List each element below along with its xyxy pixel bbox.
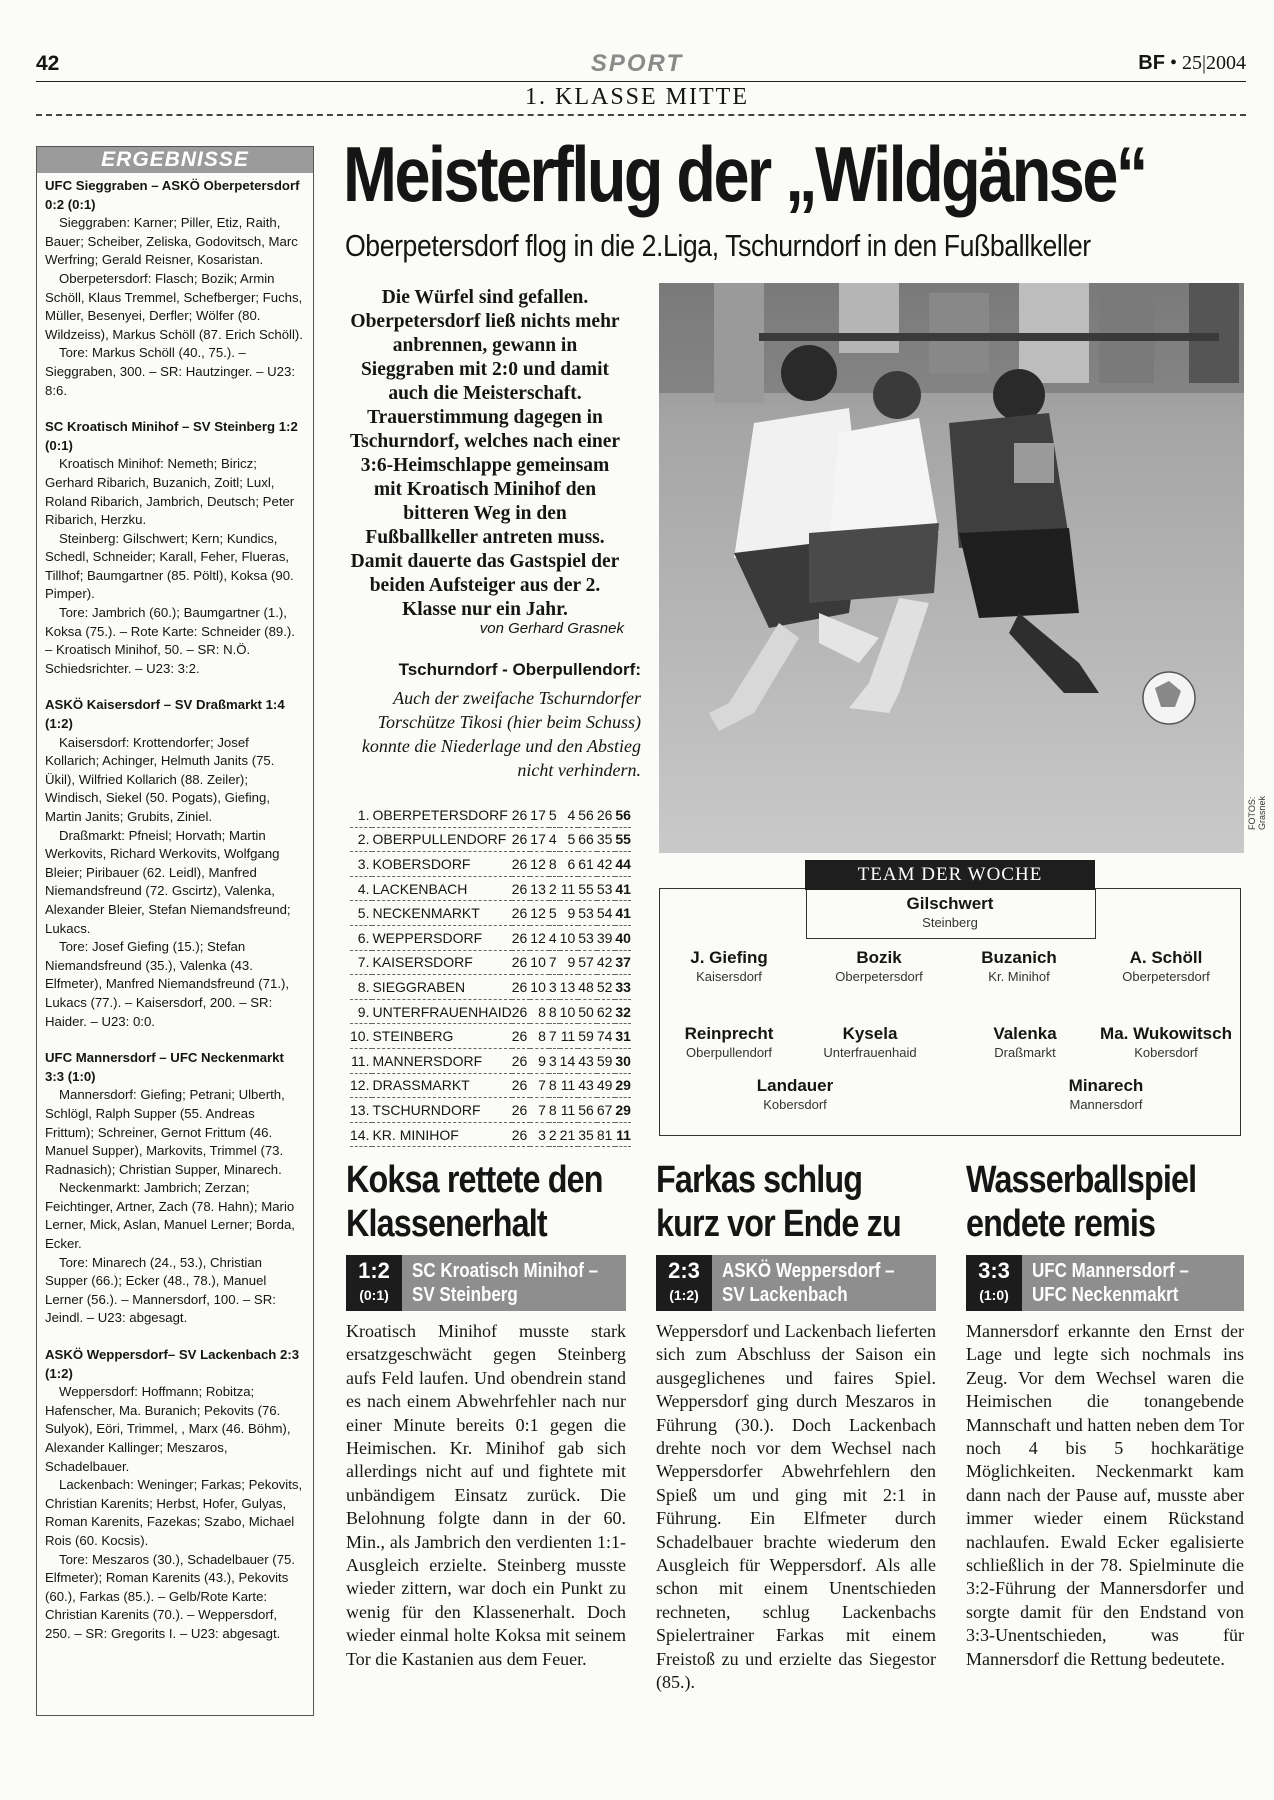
losses: 9: [560, 950, 579, 975]
result-title: UFC Mannersdorf – UFC Neckenmarkt 3:3 (1:0): [45, 1050, 284, 1084]
goals-for: 59: [578, 1024, 597, 1049]
draws: 2: [549, 1122, 560, 1147]
result-line: Sieggraben: Karner; Piller, Etiz, Raith, Bauer; Scheiber, Zeliska, Godovitsch, Marc Werfring; Gerald Reisner, Kosaristan.: [45, 215, 298, 268]
player-name: Landauer: [756, 1076, 834, 1095]
wins: 8: [530, 999, 549, 1024]
goals-for: 53: [578, 925, 597, 950]
team-name: UNTERFRAUENHAID: [372, 999, 511, 1024]
team-away: SV Lackenbach: [722, 1284, 848, 1306]
draws: 3: [549, 1048, 560, 1073]
rank: 5.: [350, 901, 372, 926]
team-name: KR. MINIHOF: [372, 1122, 511, 1147]
issue-number: 25|2004: [1181, 52, 1246, 74]
team-name: TSCHURNDORF: [372, 1098, 511, 1123]
losses: 10: [560, 925, 579, 950]
points: 33: [615, 975, 631, 1000]
player-defender: [949, 948, 1089, 986]
team-home: UFC Mannersdorf –: [1032, 1260, 1189, 1282]
goals-for: 43: [578, 1048, 597, 1073]
games: 26: [512, 925, 531, 950]
result-line: Lackenbach: Weninger; Farkas; Pekovits, Christian Karenits; Herbst, Hofer, Gulyas, Roman Karenits, Fazekas; Szabo, Michael Rois (60. Kocsis).: [45, 1477, 303, 1548]
player-midfielder: [659, 1024, 799, 1062]
wins: 12: [530, 901, 549, 926]
goals-for: 56: [578, 1098, 597, 1123]
draws: 4: [549, 827, 560, 852]
points: 29: [615, 1073, 631, 1098]
main-headline: Meisterflug der „Wildgänse“: [343, 130, 1146, 218]
wins: 13: [530, 876, 549, 901]
draws: 5: [549, 803, 560, 827]
player-club: Kaisersdorf: [696, 969, 762, 984]
article-headline-line-2: endete remis: [966, 1203, 1156, 1245]
player-name: Reinprecht: [684, 1024, 774, 1043]
halftime-score: (0:1): [359, 1287, 389, 1303]
rank: 8.: [350, 975, 372, 1000]
score-bar: [656, 1255, 936, 1311]
player-midfielder: [955, 1024, 1095, 1062]
goals-against: 62: [597, 999, 616, 1024]
article-wasserball: [966, 1158, 1256, 1246]
article-intro: Die Würfel sind gefallen. Oberpetersdorf ließ nichts mehr anbrennen, gewann in Sieggraben mit 2:0 und damit auch die Meisterschaft. Trauerstimmung dagegen in Tschurndorf, welches nach einer 3:6-Heimschlappe gemeinsam mit Kroatisch Minihof den bitteren Weg in den Fußballkeller antreten muss. Damit dauerte das Gastspiel der beiden Aufsteiger aus der 2. Klasse nur ein Jahr.: [349, 287, 621, 620]
match-teams: [1032, 1259, 1189, 1307]
player-club: Unterfrauenhaid: [823, 1045, 917, 1060]
score-box: [656, 1255, 712, 1311]
results-heading: ERGEBNISSE: [37, 147, 313, 173]
article-koksa: [346, 1158, 636, 1246]
table-row: [350, 1073, 631, 1098]
sub-headline: Oberpetersdorf flog in die 2.Liga, Tschurndorf in den Fußballkeller: [345, 228, 1091, 263]
points: 56: [615, 803, 631, 827]
results-sidebar: [36, 146, 314, 1716]
final-score: 3:3: [978, 1258, 1010, 1283]
losses: 9: [560, 901, 579, 926]
player-name: Buzanich: [981, 948, 1057, 967]
goals-for: 53: [578, 901, 597, 926]
final-score: 2:3: [668, 1258, 700, 1283]
team-name: LACKENBACH: [372, 876, 511, 901]
match-photo: [659, 283, 1244, 853]
final-score: 1:2: [358, 1258, 390, 1283]
table-row: [350, 803, 631, 827]
score-bar: [966, 1255, 1244, 1311]
rank: 9.: [350, 999, 372, 1024]
draws: 4: [549, 925, 560, 950]
points: 37: [615, 950, 631, 975]
goals-against: 52: [597, 975, 616, 1000]
draws: 5: [549, 901, 560, 926]
result-line: Tore: Josef Giefing (15.); Stefan Niemandsfreund (35.), Valenka (43. Elfmeter), Manfred Niemandsfreund (71.), Lukacs (77.). – Kaisersdorf, 200. – SR: Haider. – U23: 0:0.: [45, 939, 290, 1029]
article-headline-line-1: Koksa rettete den: [346, 1159, 603, 1201]
losses: 5: [560, 827, 579, 852]
goals-against: 49: [597, 1073, 616, 1098]
player-name: Ma. Wukowitsch: [1100, 1024, 1232, 1043]
points: 30: [615, 1048, 631, 1073]
goals-for: 55: [578, 876, 597, 901]
player-midfielder: [800, 1024, 940, 1062]
losses: 11: [560, 1073, 579, 1098]
goals-against: 53: [597, 876, 616, 901]
player-club: Mannersdorf: [1069, 1097, 1143, 1112]
team-name: SIEGGRABEN: [372, 975, 511, 1000]
player-club: Draßmarkt: [994, 1045, 1056, 1060]
table-row: [350, 1098, 631, 1123]
rank: 14.: [350, 1122, 372, 1147]
byline: von Gerhard Grasnek: [479, 620, 624, 637]
points: 55: [615, 827, 631, 852]
draws: 3: [549, 975, 560, 1000]
wins: 17: [530, 803, 549, 827]
wins: 17: [530, 827, 549, 852]
losses: 11: [560, 1098, 579, 1123]
result-line: Tore: Minarech (24., 53.), Christian Supper (66.); Ecker (48., 78.), Manuel Lerner (56.). – Mannersdorf, 100. – SR: Jeindl. – U23: abgesagt.: [45, 1254, 276, 1326]
team-name: MANNERSDORF: [372, 1048, 511, 1073]
team-name: WEPPERSDORF: [372, 925, 511, 950]
games: 26: [512, 950, 531, 975]
goals-against: 42: [597, 950, 616, 975]
games: 26: [512, 999, 531, 1024]
goals-for: 43: [578, 1073, 597, 1098]
table-row: [350, 1122, 631, 1147]
result-block: [45, 696, 305, 1031]
wins: 3: [530, 1122, 549, 1147]
league-standings-table: [350, 803, 631, 1147]
player-defender: [659, 948, 799, 986]
wins: 10: [530, 975, 549, 1000]
result-title: SC Kroatisch Minihof – SV Steinberg 1:2 (0:1): [45, 419, 298, 453]
wins: 12: [530, 852, 549, 877]
goals-for: 50: [578, 999, 597, 1024]
header-bullet: •: [1169, 52, 1177, 74]
goals-against: 26: [597, 803, 616, 827]
result-title: ASKÖ Weppersdorf– SV Lackenbach 2:3 (1:2): [45, 1347, 300, 1381]
result-line: Weppersdorf: Hoffmann; Robitza; Hafenscher, Ma. Buranich; Pekovits (76. Sulyok), Eöri, Trimmel, , Marx (46. Böhm), Alexander Kallinger; Meszaros, Schadelbauer.: [45, 1384, 291, 1474]
result-block: [45, 418, 305, 678]
match-teams: [722, 1259, 895, 1307]
rank: 3.: [350, 852, 372, 877]
table-row: [350, 827, 631, 852]
goals-for: 56: [578, 803, 597, 827]
rank: 13.: [350, 1098, 372, 1123]
team-name: OBERPETERSDORF: [372, 803, 511, 827]
games: 26: [512, 1073, 531, 1098]
wins: 10: [530, 950, 549, 975]
goals-against: 39: [597, 925, 616, 950]
result-line: Steinberg: Gilschwert; Kern; Kundics, Schedl, Schneider; Karall, Feher, Flueras, Tillhof; Baumgartner (85. Pöltl), Koksa (90. Pimper).: [45, 530, 294, 602]
result-block: [45, 1346, 305, 1644]
issue-info: [1138, 52, 1246, 75]
player-defender: [1096, 948, 1236, 986]
player-club: Kr. Minihof: [988, 969, 1050, 984]
games: 26: [512, 901, 531, 926]
player-name: Valenka: [993, 1024, 1057, 1043]
points: 11: [615, 1122, 631, 1147]
section-title: SPORT: [590, 50, 684, 77]
team-home: SC Kroatisch Minihof –: [412, 1260, 599, 1282]
table-row: [350, 925, 631, 950]
goals-against: 54: [597, 901, 616, 926]
result-title: UFC Sieggraben – ASKÖ Oberpetersdorf 0:2 (0:1): [45, 178, 300, 212]
result-line: Tore: Meszaros (30.), Schadelbauer (75. Elfmeter); Roman Karenits (43.), Pekovits (60.), Farkas (85.). – Gelb/Rote Karte: Christian Karenits (70.). – Weppersdorf, 250. – SR: Gregorits I. – U23: abgesagt.: [45, 1551, 296, 1641]
games: 26: [512, 1024, 531, 1049]
player-name: Bozik: [856, 948, 902, 967]
article-body: Weppersdorf und Lackenbach lieferten sich zum Abschluss der Saison ein ausgeglichenes und faires Spiel. Weppersdorf ging durch Meszaros in Führung (30.). Doch Lackenbach drehte noch vor dem Wechsel nach Weppersdorfer Abwehrfehlern den Spieß um und ging mit 2:1 in Führung. Ein Elfmeter durch Schadelbauer brachte wiederum den Ausgleich für Weppersdorf. Als alle schon mit einem Unentschieden rechneten, schlug Lackenbachs Spielertrainer Farkas mit einem Freistoß zu und erzielte das Siegestor (85.).: [656, 1321, 936, 1693]
table-row: [350, 1048, 631, 1073]
rank: 4.: [350, 876, 372, 901]
result-title: ASKÖ Kaisersdorf – SV Draßmarkt 1:4 (1:2): [45, 697, 285, 732]
player-forward: [725, 1076, 865, 1114]
points: 44: [615, 852, 631, 877]
table-row: [350, 999, 631, 1024]
photo-caption-title: Tschurndorf - Oberpullendorf:: [398, 660, 641, 679]
table-row: [350, 1024, 631, 1049]
points: 29: [615, 1098, 631, 1123]
points: 32: [615, 999, 631, 1024]
points: 31: [615, 1024, 631, 1049]
losses: 13: [560, 975, 579, 1000]
goals-against: 35: [597, 827, 616, 852]
article-headline-line-1: Wasserballspiel: [966, 1159, 1197, 1201]
match-photo-illustration: [659, 283, 1244, 853]
player-name: Minarech: [1068, 1076, 1144, 1095]
points: 41: [615, 876, 631, 901]
losses: 21: [560, 1122, 579, 1147]
team-name: OBERPULLENDORF: [372, 827, 511, 852]
player-club: Kobersdorf: [763, 1097, 827, 1112]
games: 26: [512, 876, 531, 901]
result-line: Neckenmarkt: Jambrich; Zerzan; Feichtinger, Artner, Zach (78. Hahn); Mario Lerner, Mick, Aslan, Manuel Lerner; Borda, Ecker.: [45, 1180, 295, 1252]
losses: 11: [560, 1024, 579, 1049]
score-box: [346, 1255, 402, 1311]
player-forward: [1036, 1076, 1176, 1114]
result-line: Tore: Jambrich (60.); Baumgartner (1.), Koksa (75.). – Rote Karte: Schneider (89.). – Kroatisch Minihof, 50. – SR: N.Ö. Schiedsrichter. – U23: 3:2.: [45, 605, 295, 676]
losses: 4: [560, 803, 579, 827]
losses: 11: [560, 876, 579, 901]
table-row: [350, 901, 631, 926]
points: 40: [615, 925, 631, 950]
team-name: KAISERSDORF: [372, 950, 511, 975]
rank: 10.: [350, 1024, 372, 1049]
result-line: Kaisersdorf: Krottendorfer; Josef Kollarich; Achinger, Helmuth Janits (75. Ükil), Wilfried Kollarich (88. Zeiler); Windisch, Siekel (50. Pogats), Giefing, Martin Janits; Grubits, Ziniel.: [45, 734, 275, 824]
result-line: Kroatisch Minihof: Nemeth; Biricz; Gerhard Ribarich, Buzanich, Zoitl; Luxl, Roland Ribarich, Jambrich, Deutsch; Peter Ribarich, Herzku.: [45, 456, 295, 528]
team-away: SV Steinberg: [412, 1284, 518, 1306]
page-number: 42: [36, 52, 60, 75]
games: 26: [512, 852, 531, 877]
player-name: Kysela: [842, 1024, 898, 1043]
losses: 6: [560, 852, 579, 877]
goals-against: 42: [597, 852, 616, 877]
photo-caption-text: Auch der zweifache Tschurndorfer Torschütze Tikosi (hier beim Schuss) konnte die Niederlage und den Abstieg nicht verhindern.: [361, 688, 641, 780]
rank: 7.: [350, 950, 372, 975]
article-farkas: [656, 1158, 946, 1246]
draws: 2: [549, 876, 560, 901]
player-midfielder: [1094, 1024, 1238, 1062]
team-name: NECKENMARKT: [372, 901, 511, 926]
draws: 8: [549, 852, 560, 877]
team-home: ASKÖ Weppersdorf –: [722, 1260, 895, 1282]
table-row: [350, 975, 631, 1000]
games: 26: [512, 803, 531, 827]
result-line: Oberpetersdorf: Flasch; Bozik; Armin Schöll, Klaus Tremmel, Schefberger; Fuchs, Müller, Besenyei, Derfler; Wölfer (80. Wildzeiss), Markus Schöll (87. Erich Schöll).: [45, 270, 303, 342]
player-name: A. Schöll: [1129, 948, 1203, 967]
rank: 1.: [350, 803, 372, 827]
wins: 7: [530, 1098, 549, 1123]
rank: 2.: [350, 827, 372, 852]
article-headline-line-1: Farkas schlug: [656, 1159, 863, 1201]
wins: 9: [530, 1048, 549, 1073]
player-name: J. Giefing: [690, 948, 768, 967]
player-club: Oberpullendorf: [686, 1045, 772, 1060]
result-line: Tore: Markus Schöll (40., 75.). – Sieggraben, 300. – SR: Hautzinger. – U23: 8:6.: [45, 345, 295, 398]
table-row: [350, 950, 631, 975]
results-list: [37, 177, 313, 1662]
player-name: Gilschwert: [906, 894, 994, 913]
result-block: [45, 177, 305, 400]
result-line: Draßmarkt: Pfneisl; Horvath; Martin Werkovits, Richard Werkovits, Wolfgang Bleier; Piribauer (62. Leidl), Manfred Niemandsfreund (72. Gscirtz), Valenka, Alexander Bleier, Stefan Niemandsfreund; Lukacs.: [45, 827, 291, 936]
rank: 6.: [350, 925, 372, 950]
losses: 10: [560, 999, 579, 1024]
player-club: Oberpetersdorf: [835, 969, 923, 984]
player-goalkeeper: [806, 894, 1094, 932]
table-row: [350, 876, 631, 901]
draws: 8: [549, 999, 560, 1024]
match-teams: [412, 1259, 598, 1307]
header-rule: [36, 81, 1246, 82]
goals-for: 35: [578, 1122, 597, 1147]
goals-against: 74: [597, 1024, 616, 1049]
photo-credit: FOTOS: Grasnek: [1247, 795, 1267, 830]
rank: 12.: [350, 1073, 372, 1098]
article-body: Mannersdorf erkannte den Ernst der Lage und legte sich nochmals ins Zeug. Vor dem Wechsel waren die Heimischen die tonangebende Mannschaft und hatten neben dem Tor noch 4 bis 5 hochkarätige Möglichkeiten. Neckenmarkt kam dann nach der Pause auf, musste aber immer wieder einem Rückstand nachlaufen. Ewald Ecker egalisierte schließlich in der 78. Spielminute die 3:2-Führung der Mannersdorfer und sorgte damit für den Endstand von 3:3-Unentschieden, was für Mannersdorf die Rettung bedeutete.: [966, 1321, 1244, 1669]
player-club: Oberpetersdorf: [1122, 969, 1210, 984]
team-name: STEINBERG: [372, 1024, 511, 1049]
goals-against: 81: [597, 1122, 616, 1147]
goals-for: 66: [578, 827, 597, 852]
draws: 7: [549, 1024, 560, 1049]
player-club: Kobersdorf: [1134, 1045, 1198, 1060]
goals-against: 67: [597, 1098, 616, 1123]
goals-against: 59: [597, 1048, 616, 1073]
score-box: [966, 1255, 1022, 1311]
team-name: DRASSMARKT: [372, 1073, 511, 1098]
result-block: [45, 1049, 305, 1328]
wins: 12: [530, 925, 549, 950]
draws: 8: [549, 1098, 560, 1123]
article-body: Kroatisch Minihof musste stark ersatzgeschwächt gegen Steinberg aufs Feld laufen. Und obendrein stand es nach einem Abwehrfehler nach nur einer Minute bereits 0:1 gegen die Heimischen. Kr. Minihof gab sich allerdings nicht auf und fightete mit unbändigem Einsatz zurück. Die Belohnung folgte dann in der 60. Min., als Jambrich den verdienten 1:1-Ausgleich erzielte. Steinberg musste wieder zittern, war doch ein Punkt zu wenig für den Klassenerhalt. Doch wieder einmal holte Koksa mit seinem Tor die Kastanien aus dem Feuer.: [346, 1321, 626, 1669]
score-bar: [346, 1255, 626, 1311]
games: 26: [512, 1048, 531, 1073]
result-line: Mannersdorf: Giefing; Petrani; Ulberth, Schlögl, Ralph Supper (55. Andreas Frittum); Schreiner, Gernot Frittum (46. Manuel Supper), Markovits, Trimmel (73. Radnasich); Christian Supper, Minarech.: [45, 1087, 285, 1177]
header-divider: [36, 114, 1246, 116]
halftime-score: (1:0): [979, 1287, 1009, 1303]
draws: 7: [549, 950, 560, 975]
games: 26: [512, 827, 531, 852]
league-title: 1. KLASSE MITTE: [525, 84, 749, 110]
games: 26: [512, 1122, 531, 1147]
publication-name: BF: [1138, 52, 1165, 74]
goals-for: 57: [578, 950, 597, 975]
table-row: [350, 852, 631, 877]
rank: 11.: [350, 1048, 372, 1073]
goals-for: 48: [578, 975, 597, 1000]
halftime-score: (1:2): [669, 1287, 699, 1303]
games: 26: [512, 1098, 531, 1123]
losses: 14: [560, 1048, 579, 1073]
team-name: KOBERSDORF: [372, 852, 511, 877]
draws: 8: [549, 1073, 560, 1098]
goals-for: 61: [578, 852, 597, 877]
team-away: UFC Neckenmakrt: [1032, 1284, 1179, 1306]
player-defender: [809, 948, 949, 986]
player-club: Steinberg: [922, 915, 978, 930]
article-headline-line-2: kurz vor Ende zu: [656, 1203, 901, 1245]
points: 41: [615, 901, 631, 926]
team-of-week-title: TEAM DER WOCHE: [805, 860, 1095, 890]
article-headline-line-2: Klassenerhalt: [346, 1203, 547, 1245]
games: 26: [512, 975, 531, 1000]
wins: 8: [530, 1024, 549, 1049]
wins: 7: [530, 1073, 549, 1098]
